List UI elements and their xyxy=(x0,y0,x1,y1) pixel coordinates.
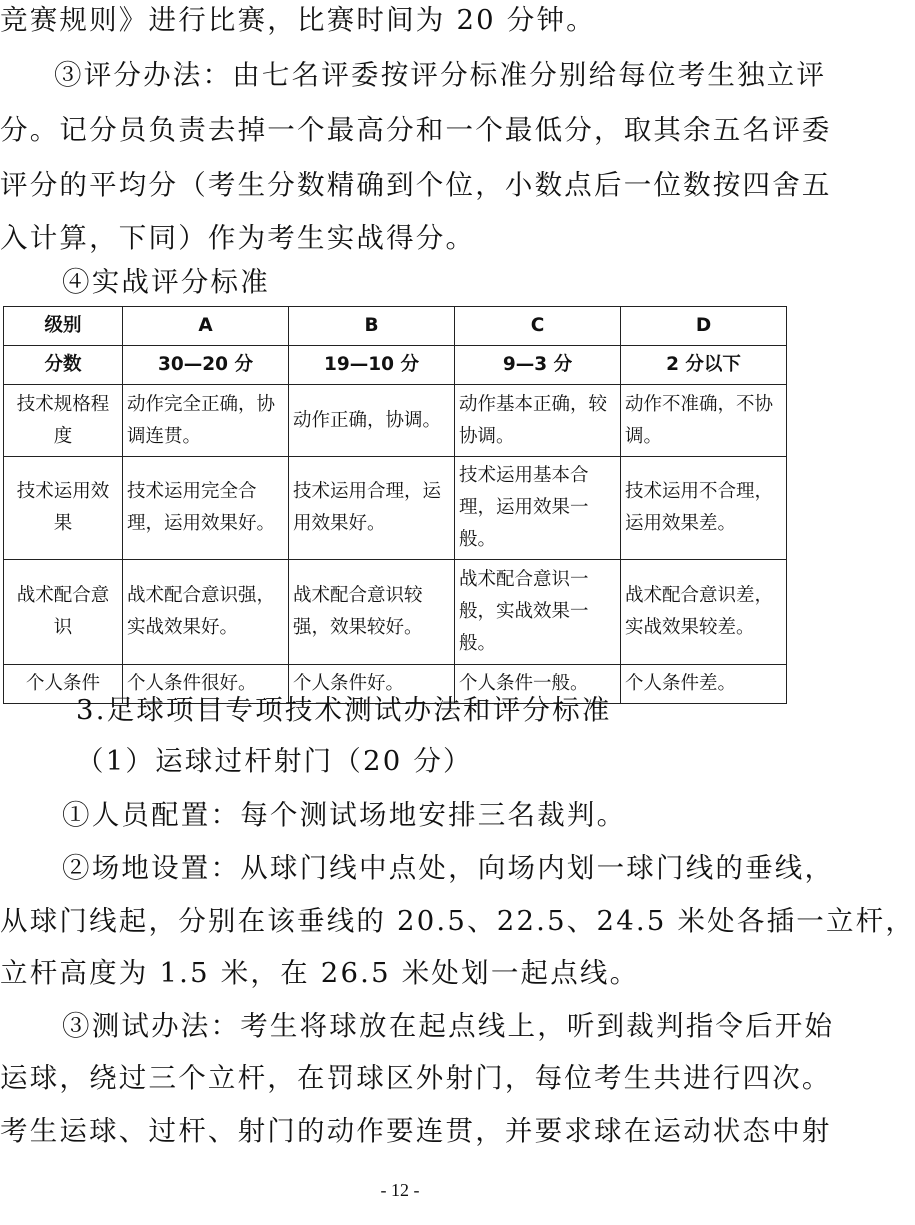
scoring-table xyxy=(3,306,787,704)
table-cell: 动作完全正确，协调连贯。 xyxy=(123,385,289,457)
table-cell: 个人条件一般。 xyxy=(455,665,621,704)
table-header-row xyxy=(4,307,787,346)
text-line: 入计算，下同）作为考生实战得分。 xyxy=(0,222,476,254)
sub-heading: （1）运球过杆射门（20 分） xyxy=(76,745,473,777)
text-line: ③测试办法：考生将球放在起点线上，听到裁判指令后开始 xyxy=(62,1010,835,1042)
text-line: 运球，绕过三个立杆，在罚球区外射门，每位考生共进行四次。 xyxy=(0,1062,832,1094)
text-line: 从球门线起，分别在该垂线的 20.5、22.5、24.5 米处各插一立杆， xyxy=(0,905,915,937)
row-label: 个人条件 xyxy=(4,665,123,704)
row-label: 技术运用效果 xyxy=(4,457,123,560)
table-cell: 个人条件好。 xyxy=(289,665,455,704)
table-cell: 战术配合意识差，实战效果较差。 xyxy=(621,560,787,665)
table-header-cell: 30—20 分 xyxy=(123,346,289,385)
table-cell: 战术配合意识强，实战效果好。 xyxy=(123,560,289,665)
table-cell: 技术运用合理，运用效果好。 xyxy=(289,457,455,560)
table-header-cell: 分数 xyxy=(4,346,123,385)
text-line: 竞赛规则》进行比赛，比赛时间为 20 分钟。 xyxy=(0,4,596,36)
text-line: ③评分办法：由七名评委按评分标准分别给每位考生独立评 xyxy=(54,59,827,91)
table-cell: 动作不准确，不协调。 xyxy=(621,385,787,457)
table-row xyxy=(4,560,787,665)
section-heading: 3.足球项目专项技术测试办法和评分标准 xyxy=(76,694,612,726)
table-header-cell: 级别 xyxy=(4,307,123,346)
table-header-cell: D xyxy=(621,307,787,346)
row-label: 战术配合意识 xyxy=(4,560,123,665)
table-cell: 个人条件差。 xyxy=(621,665,787,704)
table-header-cell: 19—10 分 xyxy=(289,346,455,385)
table-cell: 技术运用不合理，运用效果差。 xyxy=(621,457,787,560)
text-line: 评分的平均分（考生分数精确到个位，小数点后一位数按四舍五 xyxy=(0,169,832,201)
table-row xyxy=(4,457,787,560)
table-cell: 战术配合意识较强，效果较好。 xyxy=(289,560,455,665)
table-header-cell: 9—3 分 xyxy=(455,346,621,385)
table-cell: 动作正确，协调。 xyxy=(289,385,455,457)
table-header-cell: B xyxy=(289,307,455,346)
table-row xyxy=(4,385,787,457)
table-header-row xyxy=(4,346,787,385)
text-line: 分。记分员负责去掉一个最高分和一个最低分，取其余五名评委 xyxy=(0,114,832,146)
table-cell: 动作基本正确，较协调。 xyxy=(455,385,621,457)
section-title: ④实战评分标准 xyxy=(62,266,270,298)
table-header-cell: A xyxy=(123,307,289,346)
table-cell: 个人条件很好。 xyxy=(123,665,289,704)
table-cell: 技术运用完全合理，运用效果好。 xyxy=(123,457,289,560)
row-label: 技术规格程度 xyxy=(4,385,123,457)
text-line: 考生运球、过杆、射门的动作要连贯，并要求球在运动状态中射 xyxy=(0,1115,832,1147)
page-number: - 12 - xyxy=(380,1180,420,1200)
text-line: ②场地设置：从球门线中点处，向场内划一球门线的垂线， xyxy=(62,852,835,884)
table-header-cell: C xyxy=(455,307,621,346)
table-header-cell: 2 分以下 xyxy=(621,346,787,385)
text-line: 立杆高度为 1.5 米，在 26.5 米处划一起点线。 xyxy=(0,957,640,989)
text-line: ①人员配置：每个测试场地安排三名裁判。 xyxy=(62,799,627,831)
table-cell: 技术运用基本合理，运用效果一般。 xyxy=(455,457,621,560)
table-cell: 战术配合意识一般，实战效果一般。 xyxy=(455,560,621,665)
